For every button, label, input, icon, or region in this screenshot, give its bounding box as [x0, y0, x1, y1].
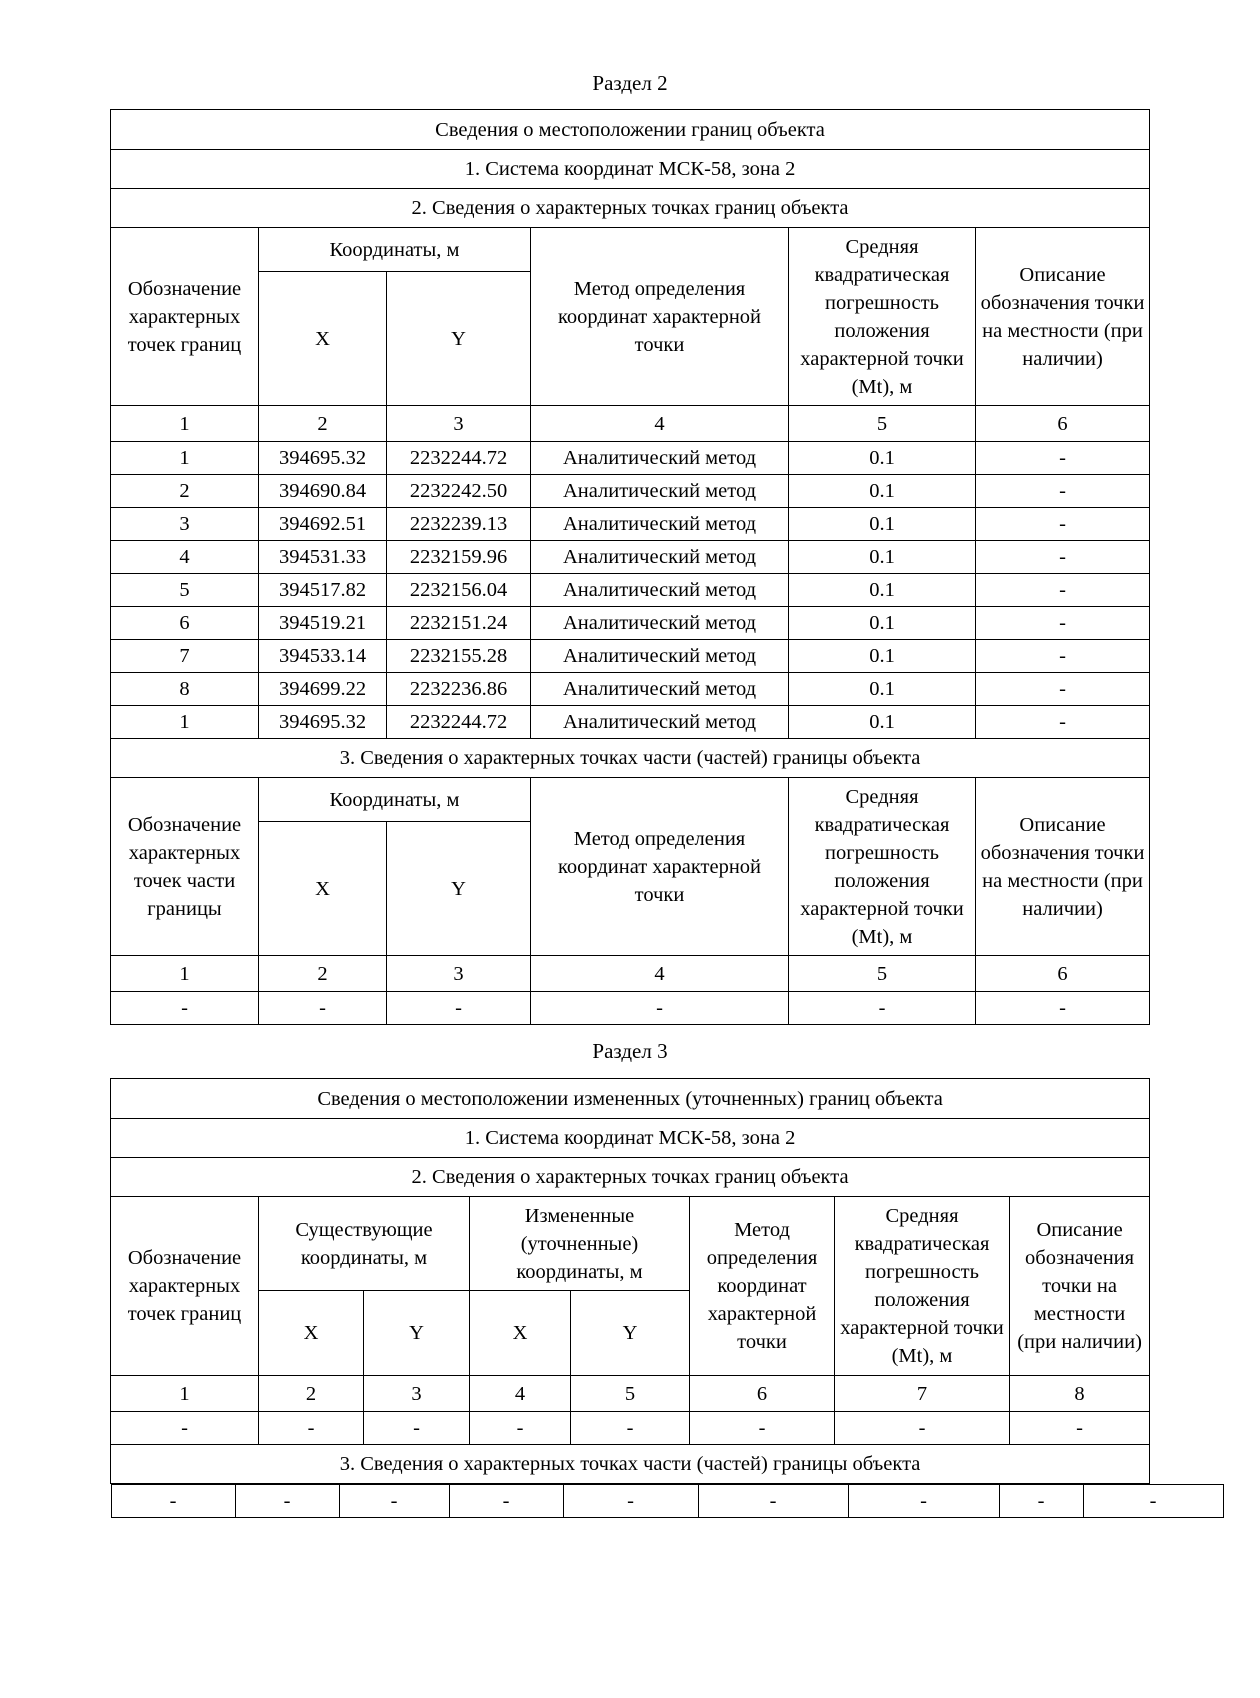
cell: 8: [111, 673, 259, 706]
table-row: [111, 1412, 1150, 1445]
col-number: 5: [571, 1376, 690, 1412]
col-number: 2: [259, 1376, 364, 1412]
cell: -: [364, 1412, 470, 1445]
table-row: [111, 574, 1150, 607]
s3-col-y-changed: Y: [571, 1291, 690, 1376]
cell: 2232242.50: [387, 475, 531, 508]
cell: 7: [111, 640, 259, 673]
col-coordinates: Координаты, м: [259, 228, 531, 272]
parts-subtable: [111, 1484, 1224, 1518]
col-error: Средняя квадратическая погрешность положения характерной точки (Mt), м: [789, 228, 976, 406]
cell: 2232151.24: [387, 607, 531, 640]
col-number: 1: [111, 406, 259, 442]
cell: -: [339, 1485, 449, 1518]
col-number: 6: [690, 1376, 835, 1412]
cell: -: [563, 1485, 698, 1518]
parts-col-x: X: [259, 822, 387, 956]
table-row: [111, 640, 1150, 673]
cell: Аналитический метод: [531, 541, 789, 574]
section-2-parts-title: 3. Сведения о характерных точках части (частей) границы объекта: [111, 739, 1150, 778]
s3-col-changed: Измененные (уточненные) координаты, м: [470, 1197, 690, 1291]
col-number: 6: [976, 956, 1150, 992]
s3-col-description: Описание обозначения точки на местности (при наличии): [1010, 1197, 1150, 1376]
cell: 1: [111, 442, 259, 475]
cell: -: [111, 1485, 235, 1518]
cell: 2232156.04: [387, 574, 531, 607]
col-number: 2: [259, 956, 387, 992]
col-number: 7: [835, 1376, 1010, 1412]
cell: -: [976, 541, 1150, 574]
cell: 0.1: [789, 607, 976, 640]
cell: Аналитический метод: [531, 706, 789, 739]
section-3-coord-system: 1. Система координат МСК-58, зона 2: [111, 1119, 1150, 1158]
cell: 2232239.13: [387, 508, 531, 541]
cell: Аналитический метод: [531, 640, 789, 673]
cell: -: [976, 673, 1150, 706]
cell: -: [235, 1485, 339, 1518]
cell: -: [848, 1485, 999, 1518]
cell: 2232244.72: [387, 706, 531, 739]
cell: 0.1: [789, 475, 976, 508]
cell: Аналитический метод: [531, 475, 789, 508]
section-3-parts-title: 3. Сведения о характерных точках части (частей) границы объекта: [111, 1445, 1150, 1484]
section-3-header: Сведения о местоположении измененных (уточненных) границ объекта: [111, 1079, 1150, 1119]
s3-col-x-existing: X: [259, 1291, 364, 1376]
section-2-table: [110, 109, 1150, 1025]
cell: -: [835, 1412, 1010, 1445]
col-number: 5: [789, 956, 976, 992]
col-x: X: [259, 272, 387, 406]
cell: 2: [111, 475, 259, 508]
cell: -: [976, 640, 1150, 673]
cell: -: [470, 1412, 571, 1445]
cell: -: [690, 1412, 835, 1445]
cell: 2232159.96: [387, 541, 531, 574]
s3-col-existing: Существующие координаты, м: [259, 1197, 470, 1291]
cell: 5: [111, 574, 259, 607]
cell: 0.1: [789, 673, 976, 706]
col-number: 6: [976, 406, 1150, 442]
cell: Аналитический метод: [531, 673, 789, 706]
cell: -: [571, 1412, 690, 1445]
cell: -: [976, 574, 1150, 607]
table-row: [111, 1484, 1150, 1519]
cell: -: [976, 442, 1150, 475]
col-number: 4: [470, 1376, 571, 1412]
cell: Аналитический метод: [531, 442, 789, 475]
col-number: 4: [531, 406, 789, 442]
cell: 0.1: [789, 442, 976, 475]
table-row: [111, 541, 1150, 574]
parts-col-error: Средняя квадратическая погрешность положения характерной точки (Mt), м: [789, 778, 976, 956]
cell: -: [1083, 1485, 1223, 1518]
col-description: Описание обозначения точки на местности (при наличии): [976, 228, 1150, 406]
cell: -: [976, 706, 1150, 739]
cell: 0.1: [789, 541, 976, 574]
cell: 394695.32: [259, 442, 387, 475]
parts-col-coordinates: Координаты, м: [259, 778, 531, 822]
cell: -: [976, 992, 1150, 1025]
col-number: 4: [531, 956, 789, 992]
cell: 0.1: [789, 640, 976, 673]
cell: 2232236.86: [387, 673, 531, 706]
cell: -: [449, 1485, 563, 1518]
parts-col-designation: Обозначение характерных точек части границы: [111, 778, 259, 956]
cell: 4: [111, 541, 259, 574]
table-row: [111, 475, 1150, 508]
cell: -: [698, 1485, 848, 1518]
cell: 394699.22: [259, 673, 387, 706]
table-row: [111, 992, 1150, 1025]
cell: -: [259, 1412, 364, 1445]
section-3-points-title: 2. Сведения о характерных точках границ объекта: [111, 1158, 1150, 1197]
s3-col-method: Метод определения координат характерной точки: [690, 1197, 835, 1376]
col-number: 2: [259, 406, 387, 442]
cell: Аналитический метод: [531, 508, 789, 541]
cell: 2232244.72: [387, 442, 531, 475]
cell: 3: [111, 508, 259, 541]
cell: -: [976, 475, 1150, 508]
cell: 2232155.28: [387, 640, 531, 673]
col-number: 1: [111, 956, 259, 992]
section-2-title: Раздел 2: [592, 71, 668, 95]
cell: 0.1: [789, 706, 976, 739]
cell: 0.1: [789, 574, 976, 607]
cell: -: [387, 992, 531, 1025]
parts-col-method: Метод определения координат характерной точки: [531, 778, 789, 956]
cell: -: [531, 992, 789, 1025]
table-row: [111, 706, 1150, 739]
cell: -: [999, 1485, 1083, 1518]
cell: -: [259, 992, 387, 1025]
cell: -: [976, 607, 1150, 640]
parts-row-container: [111, 1484, 1157, 1519]
col-number: 5: [789, 406, 976, 442]
table-row: [111, 442, 1150, 475]
section-3-title: Раздел 3: [592, 1039, 668, 1063]
col-number: 3: [387, 956, 531, 992]
section-2-points-title: 2. Сведения о характерных точках границ объекта: [111, 189, 1150, 228]
section-3-table: [110, 1078, 1157, 1518]
cell: -: [1010, 1412, 1150, 1445]
s3-col-designation: Обозначение характерных точек границ: [111, 1197, 259, 1376]
cell: Аналитический метод: [531, 574, 789, 607]
col-method: Метод определения координат характерной точки: [531, 228, 789, 406]
table-row: [111, 508, 1150, 541]
cell: 1: [111, 706, 259, 739]
cell: 394692.51: [259, 508, 387, 541]
section-2-coord-system: 1. Система координат МСК-58, зона 2: [111, 150, 1150, 189]
cell: 394531.33: [259, 541, 387, 574]
cell: -: [111, 992, 259, 1025]
cell: -: [111, 1412, 259, 1445]
cell: -: [789, 992, 976, 1025]
cell: Аналитический метод: [531, 607, 789, 640]
s3-col-y-existing: Y: [364, 1291, 470, 1376]
cell: 394690.84: [259, 475, 387, 508]
cell: -: [976, 508, 1150, 541]
col-number: 8: [1010, 1376, 1150, 1412]
col-number: 3: [387, 406, 531, 442]
cell: 394695.32: [259, 706, 387, 739]
col-number: 1: [111, 1376, 259, 1412]
parts-col-description: Описание обозначения точки на местности (при наличии): [976, 778, 1150, 956]
col-designation: Обозначение характерных точек границ: [111, 228, 259, 406]
parts-col-y: Y: [387, 822, 531, 956]
cell: 0.1: [789, 508, 976, 541]
s3-col-x-changed: X: [470, 1291, 571, 1376]
s3-col-error: Средняя квадратическая погрешность положения характерной точки (Mt), м: [835, 1197, 1010, 1376]
section-2-header: Сведения о местоположении границ объекта: [111, 110, 1150, 150]
table-row: [111, 607, 1150, 640]
cell: 394533.14: [259, 640, 387, 673]
cell: 394519.21: [259, 607, 387, 640]
col-number: 3: [364, 1376, 470, 1412]
cell: 6: [111, 607, 259, 640]
col-y: Y: [387, 272, 531, 406]
table-row: [111, 673, 1150, 706]
cell: 394517.82: [259, 574, 387, 607]
